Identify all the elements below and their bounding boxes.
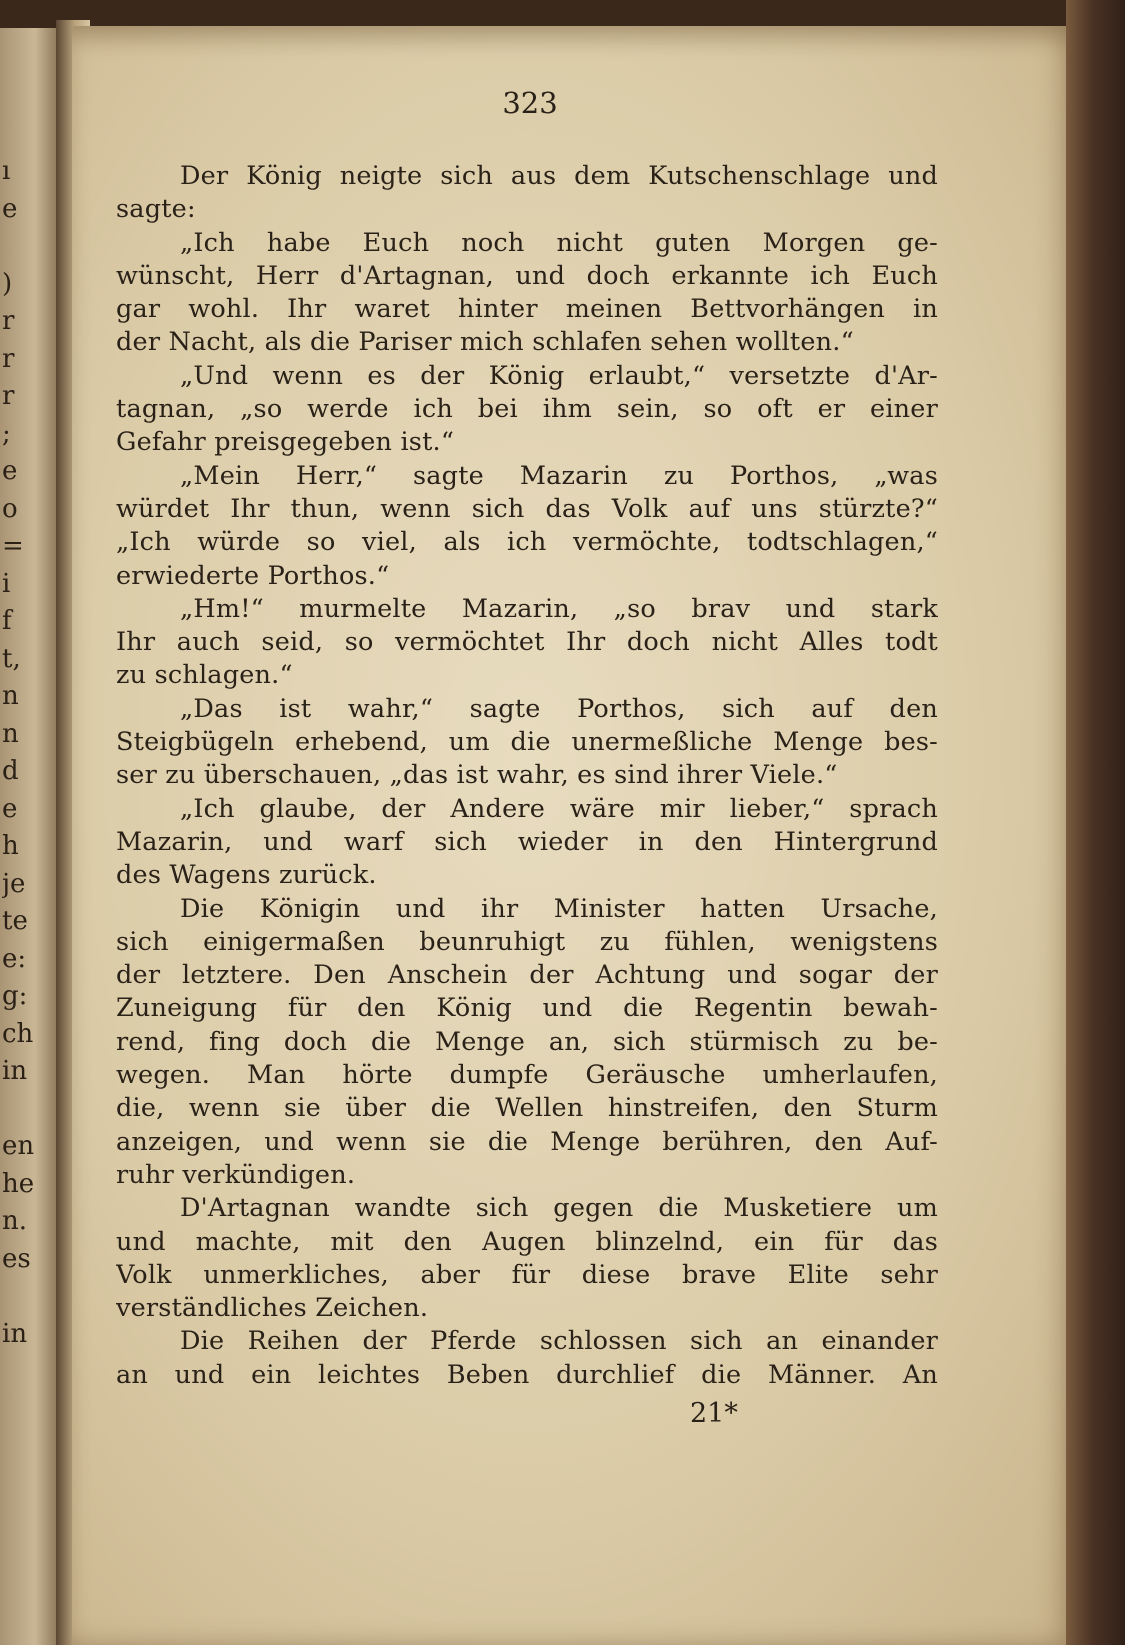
- text-line: „Ich habe Euch noch nicht guten Morgen ge-: [180, 227, 938, 258]
- facing-page-fragment: h: [2, 831, 19, 861]
- facing-page-fragment: r: [2, 381, 15, 411]
- facing-page-fragment: =: [2, 531, 24, 561]
- text-line: tagnan, „so werde ich bei ihm sein, so oft er einer: [116, 394, 938, 425]
- text-line: Volk unmerkliches, aber für diese brave Elite sehr: [116, 1259, 938, 1290]
- facing-page-fragment: en: [2, 1131, 35, 1161]
- page-body-text: [116, 160, 938, 1400]
- facing-page-fragment: n.: [2, 1206, 28, 1236]
- text-line: Steigbügeln erhebend, um die unermeßliche Menge bes-: [116, 727, 938, 758]
- text-line: anzeigen, und wenn sie die Menge berühren, den Auf-: [116, 1126, 938, 1157]
- facing-page-fragment: f: [2, 606, 12, 636]
- book-cover-edge: [1066, 0, 1125, 1645]
- facing-page-edge: [0, 28, 58, 1645]
- facing-page-fragment: in: [2, 1056, 28, 1086]
- text-line: verständliches Zeichen.: [116, 1293, 429, 1324]
- text-line: „Ich würde so viel, als ich vermöchte, todtschlagen,“: [116, 527, 938, 558]
- facing-page-fragment: ;: [2, 418, 11, 449]
- text-line: Ihr auch seid, so vermöchtet Ihr doch nicht Alles todt: [116, 627, 938, 658]
- facing-page-fragment: e: [2, 193, 18, 224]
- text-line: der Nacht, als die Pariser mich schlafen sehen wollten.“: [116, 327, 854, 358]
- text-line: „Das ist wahr,“ sagte Porthos, sich auf den: [180, 693, 938, 724]
- text-line: des Wagens zurück.: [116, 860, 377, 891]
- text-line: sich einigermaßen beunruhigt zu fühlen, wenigstens: [116, 926, 938, 957]
- text-line: und machte, mit den Augen blinzelnd, ein für das: [116, 1226, 938, 1257]
- text-line: wünscht, Herr d'Artagnan, und doch erkannte ich Euch: [116, 260, 938, 291]
- facing-page-fragment: r: [2, 343, 15, 374]
- text-line: zu schlagen.“: [116, 660, 293, 691]
- facing-page-fragment: d: [2, 756, 19, 786]
- text-line: Der König neigte sich aus dem Kutschenschlage und: [180, 161, 938, 191]
- facing-page-fragment: e: [2, 793, 18, 824]
- facing-page-fragment: e:: [2, 943, 27, 974]
- text-line: an und ein leichtes Beben durchlief die Männer. An: [116, 1359, 938, 1390]
- facing-page-fragment: te: [2, 906, 28, 936]
- facing-page-fragment: he: [2, 1168, 35, 1199]
- text-line: Die Königin und ihr Minister hatten Ursache,: [180, 893, 938, 924]
- text-line: Mazarin, und warf sich wieder in den Hintergrund: [116, 826, 938, 857]
- facing-page-fragment: ch: [2, 1018, 34, 1049]
- text-line: erwiederte Porthos.“: [116, 560, 390, 591]
- facing-page-fragment: o: [2, 493, 18, 524]
- facing-page-fragment: ı: [2, 156, 11, 186]
- text-line: wegen. Man hörte dumpfe Geräusche umherlaufen,: [116, 1060, 938, 1091]
- text-line: Die Reihen der Pferde schlossen sich an einander: [180, 1326, 938, 1357]
- text-line: „Mein Herr,“ sagte Mazarin zu Porthos, „was: [180, 460, 938, 491]
- text-line: die, wenn sie über die Wellen hinstreifen, den Sturm: [116, 1093, 938, 1124]
- facing-page-fragment: n: [2, 681, 19, 711]
- text-line: „Und wenn es der König erlaubt,“ versetzte d'Ar-: [180, 360, 938, 391]
- text-line: D'Artagnan wandte sich gegen die Musketiere um: [180, 1193, 938, 1224]
- text-line: ruhr verkündigen.: [116, 1159, 356, 1190]
- facing-page-fragment: e: [2, 456, 18, 486]
- text-line: rend, fing doch die Menge an, sich stürmisch zu be-: [116, 1026, 938, 1057]
- printer-signature-mark: 21*: [690, 1398, 738, 1429]
- facing-page-fragment: t,: [2, 643, 21, 674]
- facing-page-fragment: es: [2, 1243, 31, 1274]
- text-line: der letztere. Den Anschein der Achtung und sogar der: [116, 960, 938, 991]
- text-line: „Hm!“ murmelte Mazarin, „so brav und stark: [180, 593, 938, 624]
- text-line: Zuneigung für den König und die Regentin bewah-: [116, 993, 938, 1024]
- facing-page-fragment: g:: [2, 981, 28, 1011]
- text-line: ser zu überschauen, „das ist wahr, es sind ihrer Viele.“: [116, 760, 838, 791]
- facing-page-fragment: in: [2, 1318, 28, 1349]
- facing-page-fragment: n: [2, 718, 19, 749]
- text-line: gar wohl. Ihr waret hinter meinen Bettvorhängen in: [116, 294, 938, 325]
- facing-page-fragment: i: [2, 568, 11, 599]
- facing-page-fragment: r: [2, 306, 15, 336]
- text-line: sagte:: [116, 194, 196, 225]
- facing-page-fragment: je: [2, 868, 26, 899]
- text-line: „Ich glaube, der Andere wäre mir lieber,“ sprach: [180, 793, 938, 824]
- text-line: würdet Ihr thun, wenn sich das Volk auf uns stürzte?“: [116, 493, 938, 524]
- text-line: Gefahr preisgegeben ist.“: [116, 427, 455, 458]
- page-number: 323: [502, 86, 558, 120]
- facing-page-fragment: ): [2, 268, 13, 299]
